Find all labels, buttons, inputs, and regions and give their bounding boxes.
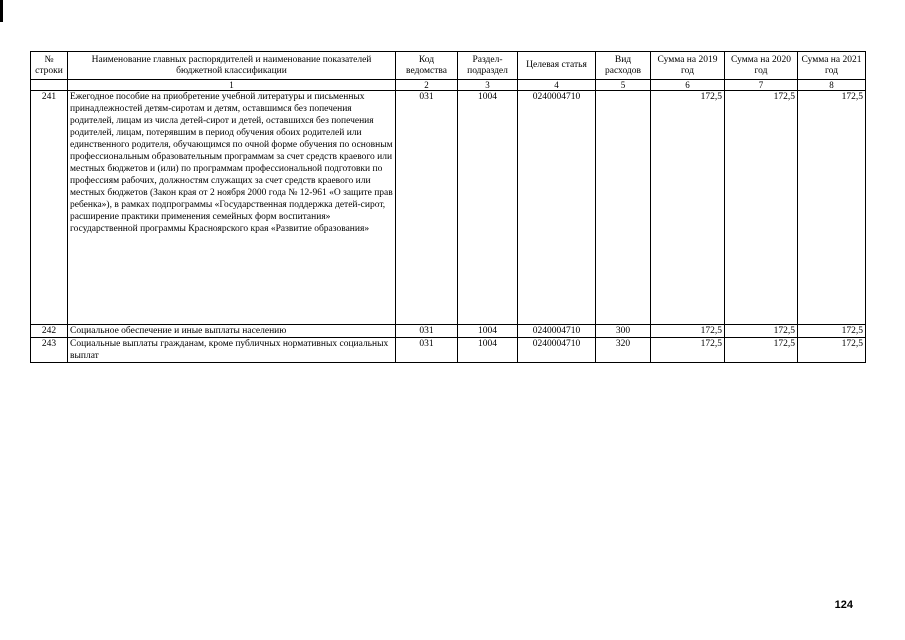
page-number: 124	[834, 599, 853, 611]
row-sum-2020: 172,5	[725, 338, 798, 363]
column-number: 4	[518, 80, 596, 91]
row-target-article: 0240004710	[518, 91, 596, 325]
row-sum-2021: 172,5	[798, 325, 866, 338]
header-section: Раздел-подраздел	[458, 52, 518, 80]
budget-table	[30, 51, 866, 363]
row-section: 1004	[458, 91, 518, 325]
row-expense-type	[596, 91, 651, 325]
header-dept-code: Код ведомства	[396, 52, 458, 80]
column-number-row	[31, 80, 866, 91]
row-section: 1004	[458, 338, 518, 363]
table-row	[31, 338, 866, 363]
row-number: 241	[31, 91, 68, 325]
header-expense-type: Вид расходов	[596, 52, 651, 80]
row-expense-type: 300	[596, 325, 651, 338]
row-dept-code: 031	[396, 338, 458, 363]
row-dept-code: 031	[396, 91, 458, 325]
column-number: 1	[68, 80, 396, 91]
header-row	[31, 52, 866, 80]
row-sum-2019: 172,5	[651, 91, 725, 325]
row-sum-2020: 172,5	[725, 91, 798, 325]
header-sum-2021: Сумма на 2021 год	[798, 52, 866, 80]
column-number: 2	[396, 80, 458, 91]
row-sum-2019: 172,5	[651, 325, 725, 338]
row-sum-2019: 172,5	[651, 338, 725, 363]
column-number: 7	[725, 80, 798, 91]
row-expense-type: 320	[596, 338, 651, 363]
header-name: Наименование главных распорядителей и наименование показателей бюджетной классификации	[68, 52, 396, 80]
header-row-number: № строки	[31, 52, 68, 80]
column-number: 5	[596, 80, 651, 91]
row-name: Ежегодное пособие на приобретение учебной литературы и письменных принадлежностей детям-сиротам и детям, оставшимся без попечения родителей, лицам из числа детей-сирот и детей, оставшихся без попечения родителей, лицам, потерявшим в период обучения обоих родителей или единственного родителя, обучающимся по очной форме обучения по основным профессиональным образовательным программам за счет средств краевого или местных бюджетов и (или) по программам профессиональной подготовки по профессиям рабочих, должностям служащих за счет средств краевого или местных бюджетов (Закон края от 2 ноября 2000 года № 12-961 «О защите прав ребенка»), в рамках подпрограммы «Государственная поддержка детей-сирот, расширение практики применения семейных форм воспитания» государственной программы Красноярского края «Развитие образования»	[68, 91, 396, 325]
column-number: 8	[798, 80, 866, 91]
table-row	[31, 91, 866, 325]
row-target-article: 0240004710	[518, 325, 596, 338]
scan-edge-mark	[0, 0, 3, 22]
column-number	[31, 80, 68, 91]
table-row	[31, 325, 866, 338]
row-number: 243	[31, 338, 68, 363]
column-number: 6	[651, 80, 725, 91]
header-sum-2019: Сумма на 2019 год	[651, 52, 725, 80]
row-sum-2020: 172,5	[725, 325, 798, 338]
row-name: Социальные выплаты гражданам, кроме публичных нормативных социальных выплат	[68, 338, 396, 363]
row-sum-2021: 172,5	[798, 338, 866, 363]
row-sum-2021: 172,5	[798, 91, 866, 325]
row-target-article: 0240004710	[518, 338, 596, 363]
column-number: 3	[458, 80, 518, 91]
row-dept-code: 031	[396, 325, 458, 338]
header-target-article: Целевая статья	[518, 52, 596, 80]
header-sum-2020: Сумма на 2020 год	[725, 52, 798, 80]
row-name: Социальное обеспечение и иные выплаты населению	[68, 325, 396, 338]
row-number: 242	[31, 325, 68, 338]
row-section: 1004	[458, 325, 518, 338]
